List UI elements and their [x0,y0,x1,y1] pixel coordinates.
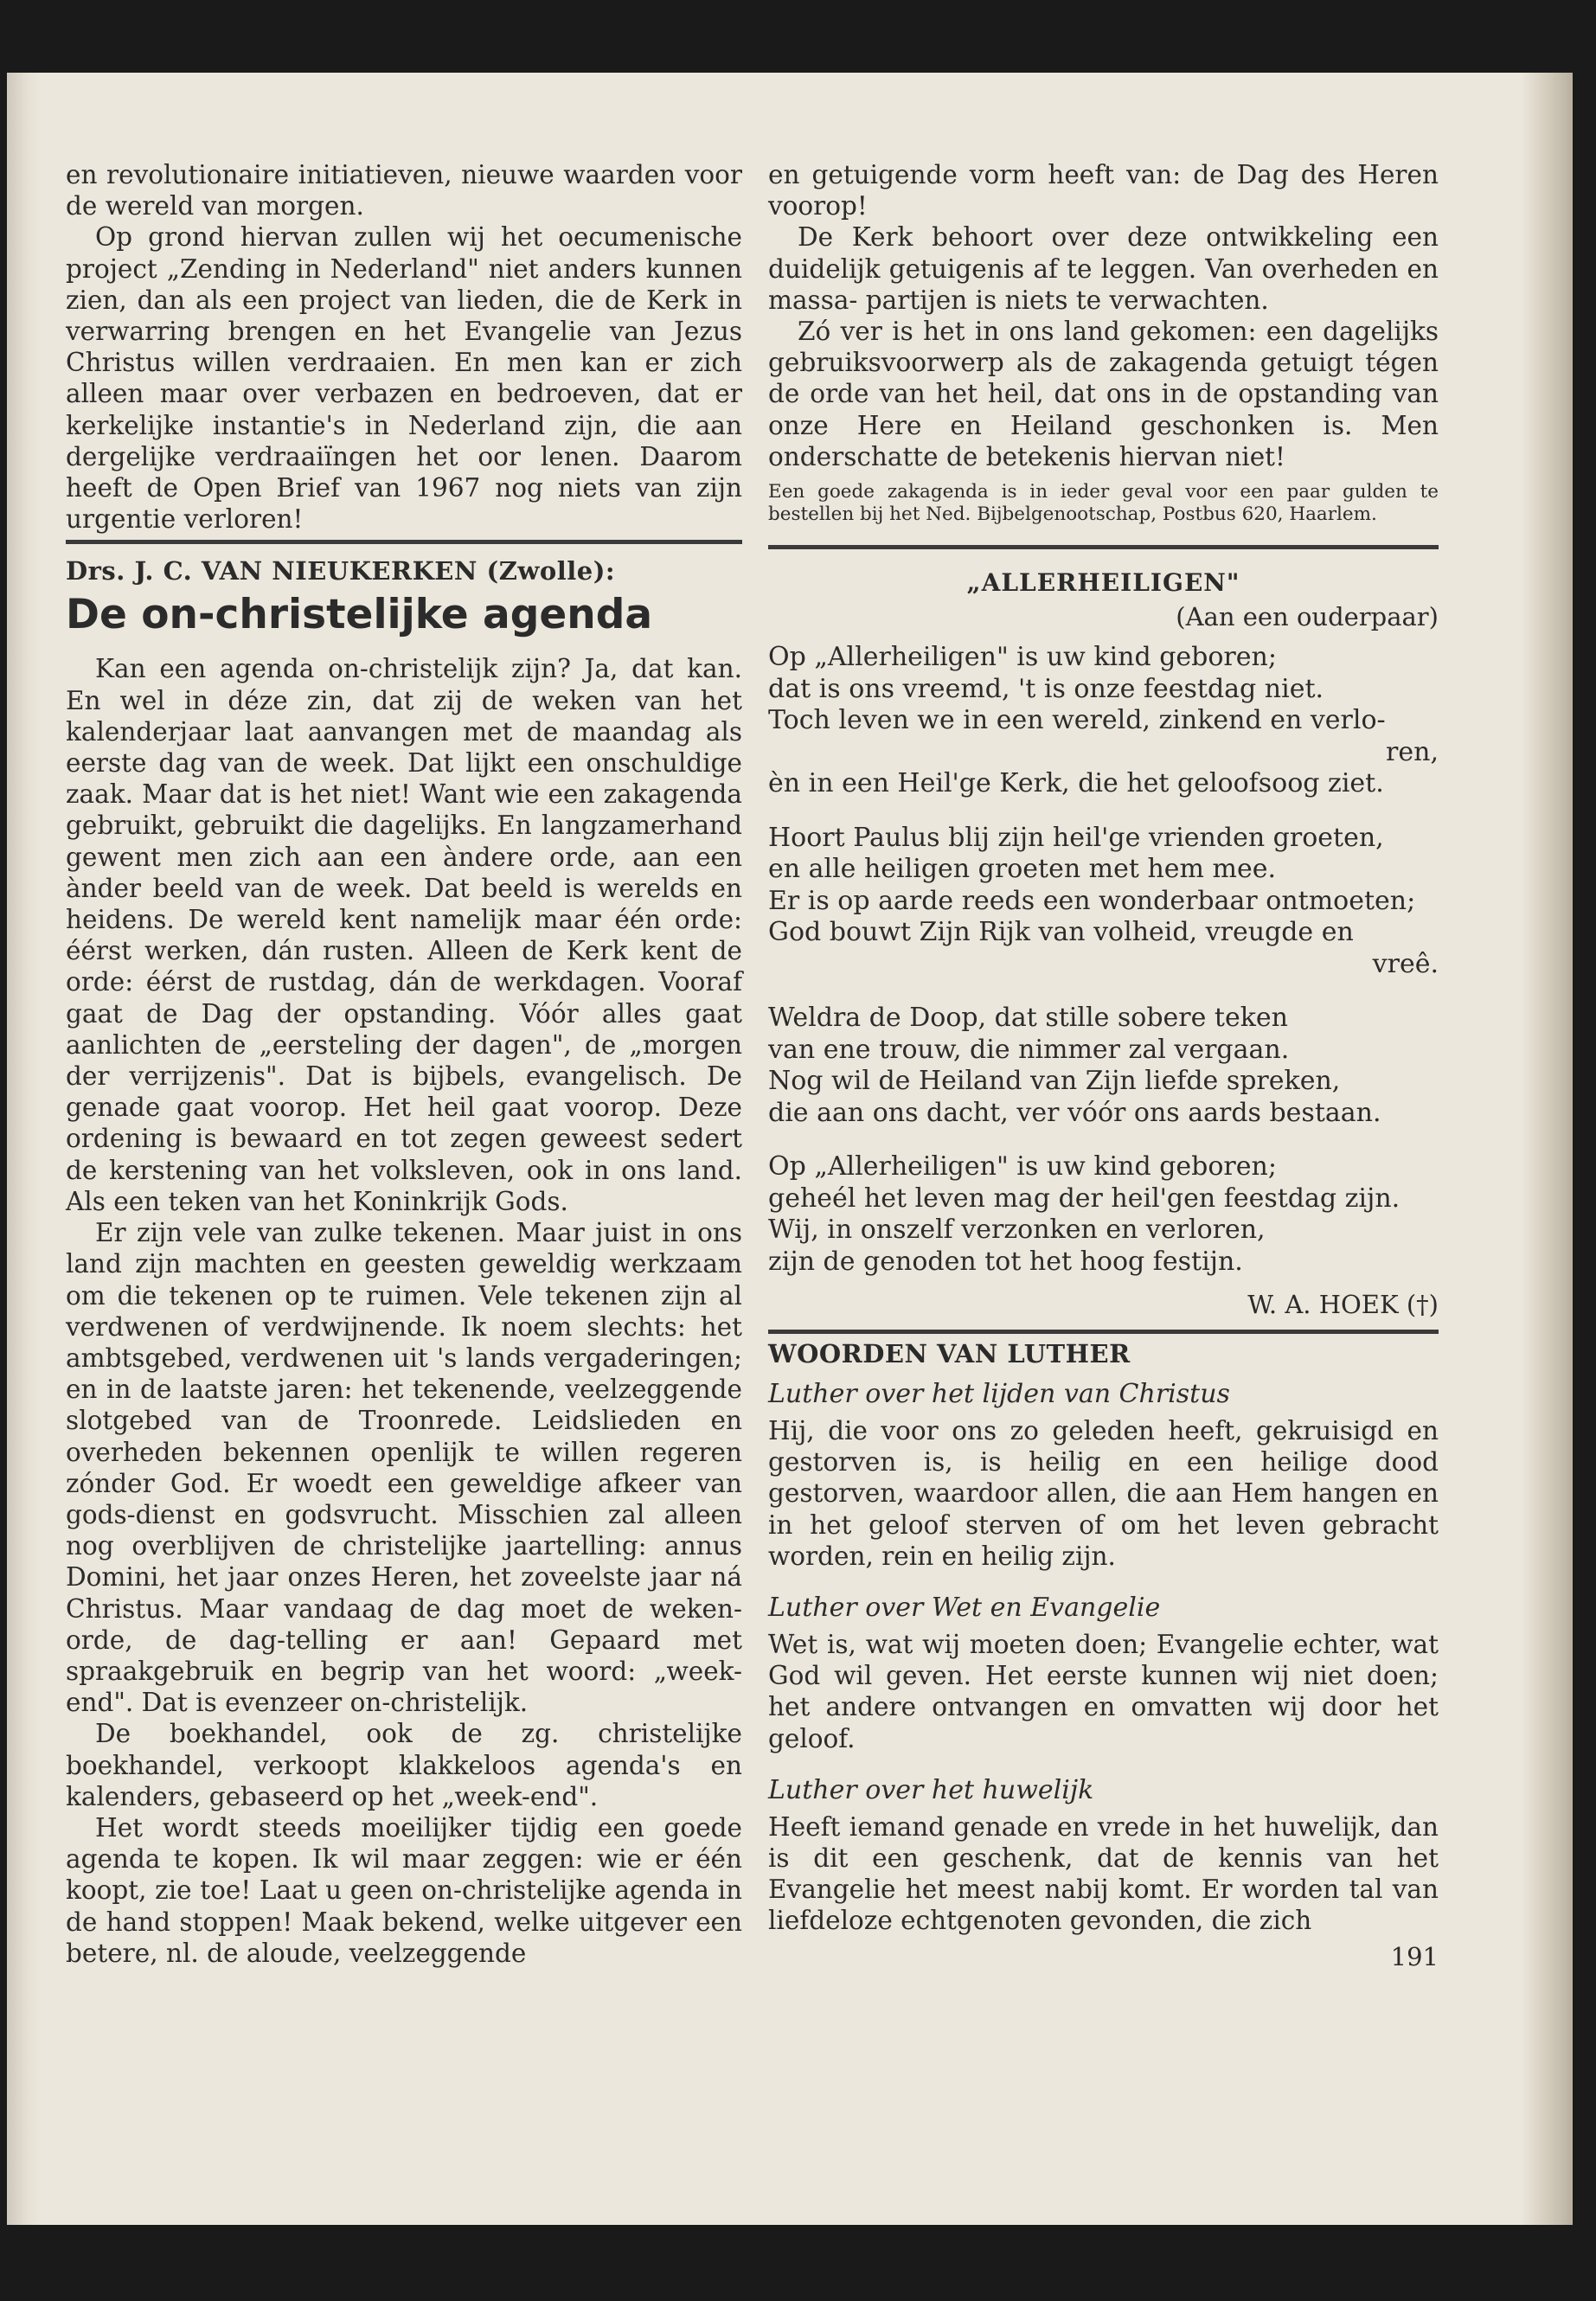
continuation-paragraph: Zó ver is het in ons land gekomen: een dagelijks gebruiksvoorwerp als de zakagenda getuigt tégen de orde van het heil, dat ons in de opstanding van onze Here en Heiland geschonken is. Men onderschatte de betekenis hiervan niet! [768,317,1439,471]
footnote: Een goede zakagenda is in ieder geval voor een paar gulden te bestellen bij het Ned. Bijbelgenootschap, Postbus 620, Haarlem. [768,481,1439,526]
luther-subheading: Luther over het huwelijk [768,1774,1094,1805]
poem-line: dat is ons vreemd, 't is onze feestdag niet. [768,673,1324,704]
page-spine-shadow [7,73,42,2225]
poem-stanza [768,642,1439,800]
poem-line: èn in een Heil'ge Kerk, die het geloofsoog ziet. [768,768,1384,799]
article-paragraph: De boekhandel, ook de zg. christelijke boekhandel, verkoopt klakkeloos agenda's en kalenders, gebaseerd op het „week-end". [66,1719,742,1811]
article-headline: De on-christelijke agenda [66,591,653,639]
luther-text: Heeft iemand genade en vrede in het huwelijk, dan is dit een geschenk, dat de kennis van het Evangelie het meest nabij komt. Er worden tal van liefdeloze echtgenoten gevonden, die zich [768,1811,1439,1936]
luther-section [768,1593,1439,1754]
poem-line: Er is op aarde reeds een wonderbaar ontmoeten; [768,885,1416,916]
poem-line: Nog wil de Heiland van Zijn liefde spreken, [768,1066,1341,1097]
intro-paragraph: Op grond hiervan zullen wij het oecumenische project „Zending in Nederland" niet anders kunnen zien, dan als een project van lieden, die de Kerk in verwarring brengen en het Evangelie van Jezus Christus willen verdraaien. En men kan er zich alleen maar over verbazen en bedroeven, dat er kerkelijke instantie's in Nederland zijn, die aan dergelijke verdraaiïngen het oor lenen. Daarom heeft de Open Brief van 1967 nog niets van zijn urgentie verloren! [66,222,742,535]
magazine-page [7,73,1573,2225]
divider-rule [768,545,1439,549]
poem-line: en alle heiligen groeten met hem mee. [768,854,1277,885]
poem-line: Op „Allerheiligen" is uw kind geboren; [768,642,1277,673]
poem-line: Toch leven we in een wereld, zinkend en verlo- [768,705,1386,736]
continuation-paragraph: De Kerk behoort over deze ontwikkeling een duidelijk getuigenis af te leggen. Van overheden en massa- partijen is niets te verwachten. [768,222,1439,315]
poem-line: God bouwt Zijn Rijk van volheid, vreugde en [768,917,1354,948]
article-byline: Drs. J. C. VAN NIEUKERKEN (Zwolle): [66,556,616,586]
page-number: 191 [1390,1941,1439,1971]
poem-stanza [768,823,1439,981]
poem-signature: W. A. HOEK (†) [1247,1290,1439,1320]
article-paragraph: Kan een agenda on-christelijk zijn? Ja, dat kan. En wel in déze zin, dat zij de weken van het kalenderjaar laat aanvangen met de maandag als eerste dag van de week. Dat lijkt een onschuldige zaak. Maar dat is het niet! Want wie een zakagenda gebruikt, gebruikt die dagelijks. En langzamerhand gewent men zich aan een àndere orde, aan een ànder beeld van de week. Dat beeld is werelds en heidens. De wereld kent namelijk maar één orde: éérst werken, dán rusten. Alleen de Kerk kent de orde: éérst de rustdag, dán de werkdagen. Vooraf gaat de Dag der opstanding. Vóór alles gaat aanlichten de „eersteling der dagen", de „morgen der verrijzenis". Dat is bijbels, evangelisch. De genade gaat voorop. Het heil gaat voorop. Deze ordening is bewaard en tot zegen geweest sedert de kerstening van het volksleven, ook in ons land. Als een teken van het Koninkrijk Gods. [66,654,742,1216]
poem-line: van ene trouw, die nimmer zal vergaan. [768,1034,1290,1065]
poem-line: vreê. [1372,948,1439,979]
luther-text: Hij, die voor ons zo geleden heeft, gekruisigd en gestorven is, is heilig en een heilige dood gestorven, waardoor allen, die aan Hem hangen en in het geloof sterven of om het leven gebracht worden, rein en heilig zijn. [768,1416,1439,1571]
divider-rule [768,1330,1439,1334]
article-paragraph: Er zijn vele van zulke tekenen. Maar juist in ons land zijn machten en geesten geweldig werkzaam om die tekenen op te ruimen. Vele tekenen zijn al verdwenen of verdwijnende. Ik noem slechts: het ambtsgebed, verdwenen uit 's lands vergaderingen; en in de laatste jaren: het tekenende, veelzeggende slotgebed van de Troonrede. Leidslieden en overheden bekennen openlijk te willen regeren zónder God. Er woedt een geweldige afkeer van gods-dienst en godsvrucht. Misschien zal alleen nog overblijven de christelijke jaartelling: annus Domini, het jaar onzes Heren, het zoveelste jaar ná Christus. Maar vandaag de dag moet de weken-orde, de dag-telling er aan! Gepaard met spraakgebruik en begrip van het woord: „week-end". Dat is evenzeer on-christelijk. [66,1218,742,1718]
poem-subtitle: (Aan een ouderpaar) [1176,602,1439,632]
poem-line: zijn de genoden tot het hoog festijn. [768,1246,1243,1277]
article-paragraph: Het wordt steeds moeilijker tijdig een goede agenda te kopen. Ik wil maar zeggen: wie er één koopt, zie toe! Laat u geen on-christelijke agenda in de hand stoppen! Maak bekend, welke uitgever een betere, nl. de aloude, veelzeggende [66,1812,742,1968]
poem-line: geheél het leven mag der heil'gen feestdag zijn. [768,1183,1401,1214]
luther-section [768,1775,1439,1937]
poem-stanza [768,1003,1439,1129]
luther-section-title: WOORDEN VAN LUTHER [768,1339,1131,1369]
luther-section [768,1379,1439,1572]
poem-line: Hoort Paulus blij zijn heil'ge vrienden groeten, [768,822,1384,853]
book-edge [1521,73,1573,2225]
left-column [66,159,742,1969]
poem-line: Weldra de Doop, dat stille sobere teken [768,1003,1288,1034]
poem-title: „ALLERHEILIGEN" [966,568,1240,598]
right-column [768,159,1439,1971]
intro-paragraph: en revolutionaire initiatieven, nieuwe waarden voor de wereld van morgen. [66,160,742,221]
poem-line: Wij, in onszelf verzonken en verloren, [768,1215,1266,1246]
poem-line: ren, [1386,736,1439,767]
luther-subheading: Luther over het lijden van Christus [768,1379,1230,1410]
continuation-paragraph: en getuigende vorm heeft van: de Dag des Heren voorop! [768,160,1439,221]
poem-line: Op „Allerheiligen" is uw kind geboren; [768,1151,1277,1183]
poem-line: die aan ons dacht, ver vóór ons aards bestaan. [768,1097,1381,1128]
divider-rule [66,540,742,544]
poem-stanza [768,1151,1439,1278]
luther-text: Wet is, wat wij moeten doen; Evangelie echter, wat God wil geven. Het eerste kunnen wij niet doen; het andere ontvangen en omvatten wij door het geloof. [768,1630,1439,1753]
luther-subheading: Luther over Wet en Evangelie [768,1593,1161,1624]
